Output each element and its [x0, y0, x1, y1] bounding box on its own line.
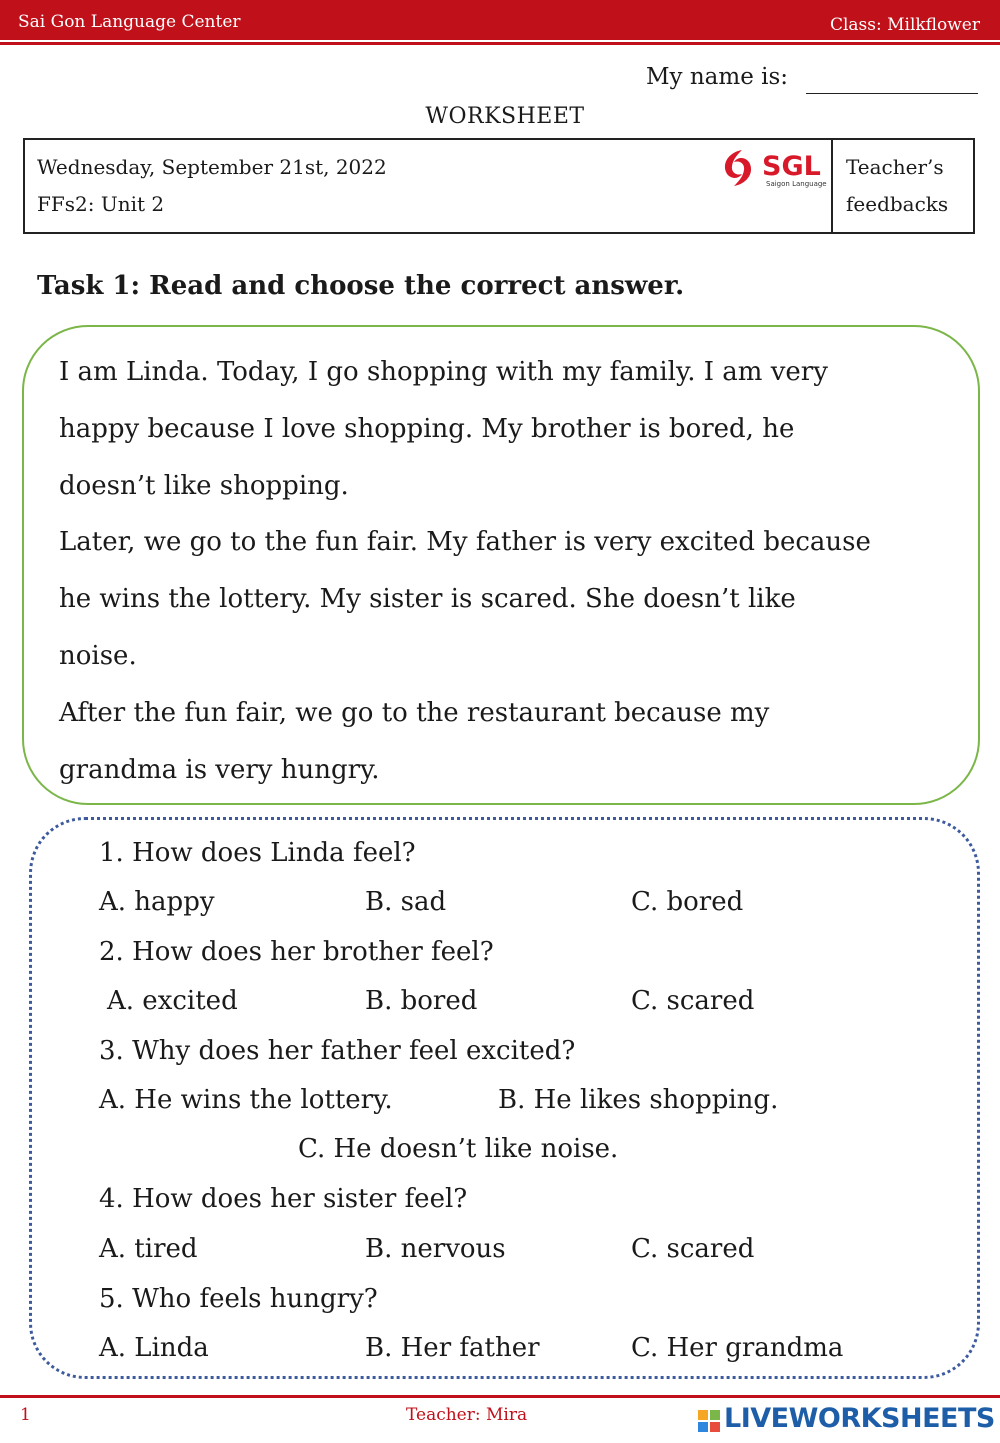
- reading-line: happy because I love shopping. My brother is bored, he: [59, 413, 795, 444]
- q2-option-c[interactable]: C. scared: [631, 986, 755, 1016]
- reading-line: doesn’t like shopping.: [59, 470, 349, 501]
- question-4: 4. How does her sister feel?: [99, 1184, 468, 1214]
- feedback-label-line1: Teacher’s: [846, 155, 944, 179]
- q1-option-a[interactable]: A. happy: [99, 887, 215, 917]
- task-title: Task 1: Read and choose the correct answer.: [37, 271, 685, 301]
- q3-option-a[interactable]: A. He wins the lottery.: [99, 1085, 393, 1115]
- sgl-logo: [720, 146, 830, 192]
- reading-line: I am Linda. Today, I go shopping with my family. I am very: [59, 357, 828, 387]
- q5-option-b[interactable]: B. Her father: [365, 1333, 540, 1363]
- liveworksheets-logo-icon: [698, 1410, 720, 1434]
- q3-option-b[interactable]: B. He likes shopping.: [498, 1085, 779, 1115]
- logo-text: SGL: [762, 151, 821, 182]
- question-2: 2. How does her brother feel?: [99, 937, 494, 967]
- lesson-date: Wednesday, September 21st, 2022: [37, 155, 387, 179]
- question-3: 3. Why does her father feel excited?: [99, 1036, 576, 1066]
- reading-line: noise.: [59, 640, 137, 671]
- q5-option-c[interactable]: C. Her grandma: [631, 1333, 844, 1363]
- q4-option-c[interactable]: C. scared: [631, 1234, 755, 1264]
- name-label: My name is:: [646, 64, 789, 90]
- reading-passage: [59, 344, 959, 798]
- page-number: 1: [20, 1405, 31, 1425]
- q4-option-a[interactable]: A. tired: [99, 1234, 198, 1264]
- reading-line: he wins the lottery. My sister is scared. She doesn’t like: [59, 584, 796, 615]
- reading-line: After the fun fair, we go to the restaurant because my: [59, 697, 770, 728]
- question-5: 5. Who feels hungry?: [99, 1284, 378, 1314]
- question-1: 1. How does Linda feel?: [99, 838, 416, 868]
- q4-option-b[interactable]: B. nervous: [365, 1234, 506, 1264]
- reading-line: grandma is very hungry.: [59, 754, 380, 785]
- feedback-label-line2: feedbacks: [846, 192, 949, 216]
- logo-subtext: Saigon Language: [766, 180, 827, 188]
- name-input-line[interactable]: [806, 93, 978, 94]
- footer-rule: [0, 1395, 1000, 1398]
- center-name: Sai Gon Language Center: [18, 12, 241, 32]
- q2-option-b[interactable]: B. bored: [365, 986, 478, 1016]
- teacher-name: Teacher: Mira: [406, 1405, 528, 1425]
- q1-option-c[interactable]: C. bored: [631, 887, 744, 917]
- q3-option-c[interactable]: C. He doesn’t like noise.: [298, 1134, 619, 1164]
- class-label: Class: Milkflower: [829, 15, 980, 35]
- lesson-unit: FFs2: Unit 2: [37, 192, 165, 216]
- q1-option-b[interactable]: B. sad: [365, 887, 447, 917]
- liveworksheets-brand[interactable]: LIVEWORKSHEETS: [724, 1403, 995, 1434]
- reading-line: Later, we go to the fun fair. My father is very excited because: [59, 527, 871, 558]
- q5-option-a[interactable]: A. Linda: [99, 1333, 209, 1363]
- info-divider: [831, 138, 833, 234]
- header-rule: [0, 42, 1000, 45]
- q2-option-a[interactable]: A. excited: [107, 986, 238, 1016]
- worksheet-title: WORKSHEET: [425, 104, 585, 129]
